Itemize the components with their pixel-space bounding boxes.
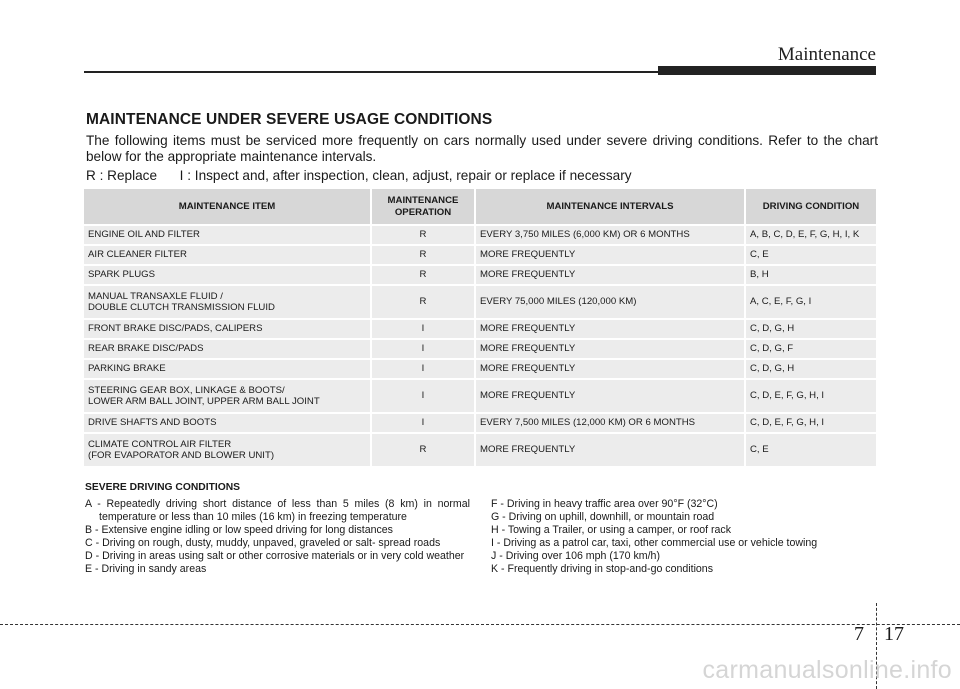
watermark: carmanualsonline.info (702, 656, 952, 684)
table-row (84, 284, 876, 318)
table-row (84, 244, 876, 264)
condition-item: D - Driving in areas using salt or other corrosive materials or in very cold weather (85, 550, 465, 562)
condition-item: G - Driving on uphill, downhill, or mountain road (491, 511, 715, 523)
cell-operation: I (372, 318, 476, 338)
cell-operation: R (372, 432, 476, 466)
header-rule (84, 71, 660, 73)
cell-operation: I (372, 338, 476, 358)
cell-condition: C, D, E, F, G, H, I (746, 412, 876, 432)
header-operation: MAINTENANCE OPERATION (372, 189, 476, 224)
cell-condition: C, E (746, 244, 876, 264)
cell-condition: A, C, E, F, G, I (746, 284, 876, 318)
cell-item-line1: MANUAL TRANSAXLE FLUID / (88, 290, 223, 302)
table-row (84, 432, 876, 466)
page-heading: MAINTENANCE UNDER SEVERE USAGE CONDITIONS (86, 111, 493, 128)
table-row (84, 358, 876, 378)
condition-item: I - Driving as a patrol car, taxi, other commercial use or vehicle towing (491, 537, 818, 549)
cell-interval: EVERY 3,750 MILES (6,000 KM) OR 6 MONTHS (476, 224, 746, 244)
condition-item: C - Driving on rough, dusty, muddy, unpaved, graveled or salt- spread roads (85, 537, 441, 549)
cell-operation: R (372, 244, 476, 264)
intro-paragraph: The following items must be serviced more frequently on cars normally used under severe driving conditions. Refer to the chart below for the appropriate maintenance intervals. (86, 133, 878, 164)
header-item: MAINTENANCE ITEM (84, 189, 372, 224)
condition-item: A - Repeatedly driving short distance of less than 5 miles (8 km) in normal temperature or less than 10 miles (16 km) in freezing temperature (85, 498, 470, 523)
cell-operation: I (372, 412, 476, 432)
condition-item: K - Frequently driving in stop-and-go conditions (491, 563, 713, 575)
conditions-title: SEVERE DRIVING CONDITIONS (85, 482, 241, 493)
header-condition: DRIVING CONDITION (746, 189, 876, 224)
condition-item: F - Driving in heavy traffic area over 90°F (32°C) (491, 498, 718, 510)
cell-condition: C, D, G, H (746, 318, 876, 338)
cell-condition: A, B, C, D, E, F, G, H, I, K (746, 224, 876, 244)
cell-interval: MORE FREQUENTLY (476, 432, 746, 466)
cell-condition: C, E (746, 432, 876, 466)
cell-interval: EVERY 75,000 MILES (120,000 KM) (476, 284, 746, 318)
cell-condition: B, H (746, 264, 876, 284)
table-row (84, 412, 876, 432)
conditions-left-column (85, 498, 470, 576)
cell-operation: R (372, 284, 476, 318)
cell-item (84, 284, 372, 318)
cell-item: AIR CLEANER FILTER (84, 244, 372, 264)
table-row (84, 264, 876, 284)
cell-item-line2: LOWER ARM BALL JOINT, UPPER ARM BALL JOINT (88, 396, 320, 407)
cell-interval: MORE FREQUENTLY (476, 378, 746, 412)
cell-item (84, 432, 372, 466)
cell-condition: C, D, E, F, G, H, I (746, 378, 876, 412)
cell-condition: C, D, G, H (746, 358, 876, 378)
table-row (84, 224, 876, 244)
cell-item-line2: DOUBLE CLUTCH TRANSMISSION FLUID (88, 302, 275, 313)
header-bar (658, 66, 876, 75)
cell-item-line1: STEERING GEAR BOX, LINKAGE & BOOTS/ (88, 384, 285, 396)
table-row (84, 378, 876, 412)
cell-condition: C, D, G, F (746, 338, 876, 358)
page-number: 17 (884, 623, 904, 645)
section-title: Maintenance (777, 44, 876, 65)
condition-item: J - Driving over 106 mph (170 km/h) (491, 550, 660, 562)
cell-item: PARKING BRAKE (84, 358, 372, 378)
condition-item: E - Driving in sandy areas (85, 563, 207, 575)
cell-operation: R (372, 264, 476, 284)
operation-legend: R : Replace I : Inspect and, after inspection, clean, adjust, repair or replace if necessary (86, 168, 632, 183)
cell-item: SPARK PLUGS (84, 264, 372, 284)
footer-dashed-rule (0, 624, 960, 625)
cell-interval: MORE FREQUENTLY (476, 244, 746, 264)
conditions-right-column (491, 498, 876, 576)
cell-item: REAR BRAKE DISC/PADS (84, 338, 372, 358)
cell-operation: I (372, 358, 476, 378)
cell-interval: MORE FREQUENTLY (476, 358, 746, 378)
cell-item: DRIVE SHAFTS AND BOOTS (84, 412, 372, 432)
cell-interval: MORE FREQUENTLY (476, 338, 746, 358)
table-header-row (84, 189, 876, 224)
cell-item: FRONT BRAKE DISC/PADS, CALIPERS (84, 318, 372, 338)
cell-interval: MORE FREQUENTLY (476, 264, 746, 284)
cell-item-line1: CLIMATE CONTROL AIR FILTER (88, 438, 232, 450)
chapter-number: 7 (854, 623, 864, 645)
header-interval: MAINTENANCE INTERVALS (476, 189, 746, 224)
condition-item: B - Extensive engine idling or low speed driving for long distances (85, 524, 393, 536)
cell-item (84, 378, 372, 412)
table-row (84, 338, 876, 358)
maintenance-table (84, 189, 876, 466)
cell-item: ENGINE OIL AND FILTER (84, 224, 372, 244)
cell-interval: EVERY 7,500 MILES (12,000 KM) OR 6 MONTHS (476, 412, 746, 432)
condition-item: H - Towing a Trailer, or using a camper, or roof rack (491, 524, 732, 536)
cell-operation: R (372, 224, 476, 244)
cell-operation: I (372, 378, 476, 412)
table-row (84, 318, 876, 338)
cell-item-line2: (FOR EVAPORATOR AND BLOWER UNIT) (88, 450, 275, 461)
cell-interval: MORE FREQUENTLY (476, 318, 746, 338)
